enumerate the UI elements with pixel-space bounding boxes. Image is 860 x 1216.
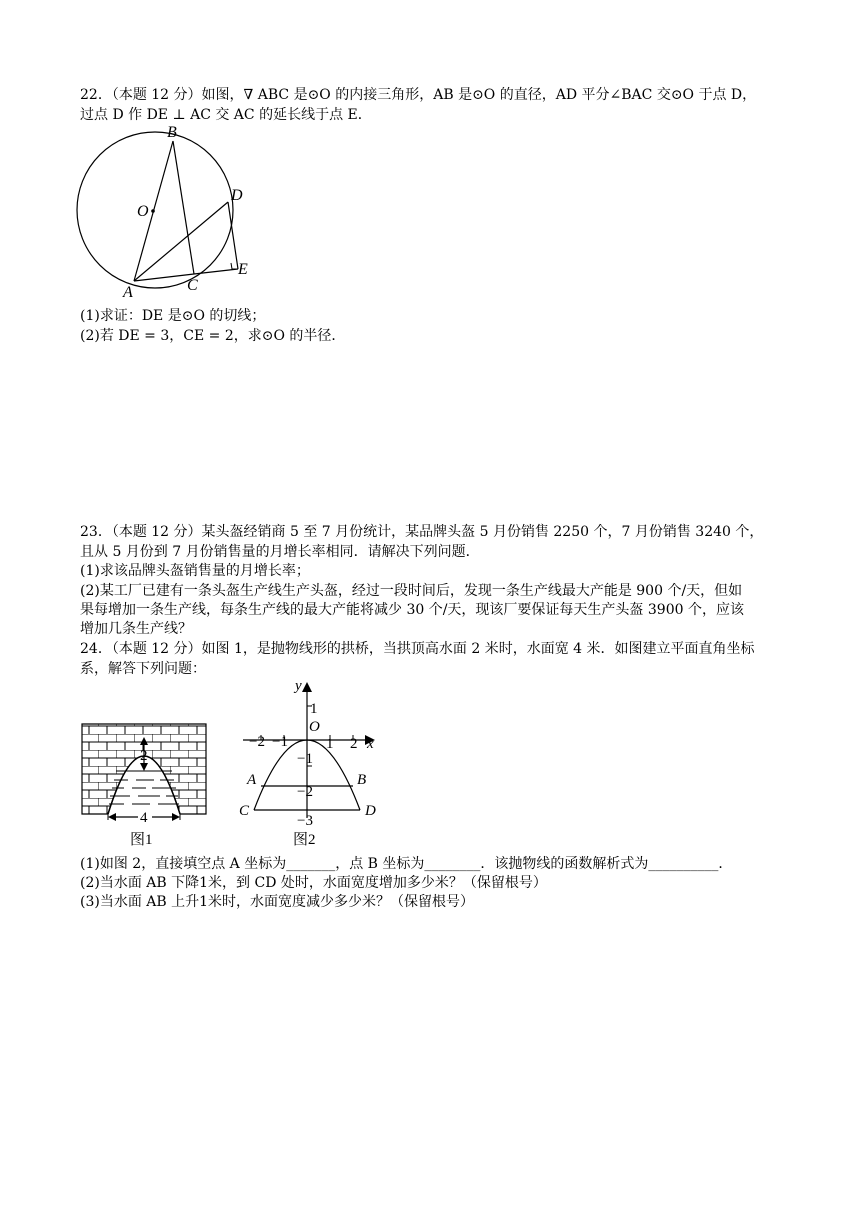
center-point-o (151, 209, 155, 213)
segment-ce (194, 269, 238, 274)
x-tick-2: 2 (350, 736, 358, 752)
q23-part-2-line-2: 果每增加一条生产线，每条生产线的最大产能将减少 30 个/天，现该厂要保证每天生产头盔 3900 个，应该 (80, 602, 744, 618)
q24-stem-line-1: 24．（本题 12 分）如图 1，是抛物线形的拱桥，当拱顶高水面 2 米时，水面宽 4 米．如图建立平面直角坐标 (80, 641, 755, 657)
x-tick-1: 1 (326, 736, 334, 752)
q23-part-1: (1)求该品牌头盔销售量的月增长率； (80, 563, 310, 579)
height-label: 2 (140, 748, 148, 764)
q22-circle-figure (75, 124, 275, 301)
segment-ac (134, 274, 194, 281)
point-a-label: A (247, 772, 257, 788)
circle-o (77, 132, 233, 288)
q24-part-2: (2)当水面 AB 下降1米，到 CD 处时，水面宽度增加多少米？（保留根号） (80, 875, 547, 891)
y-tick-1: 1 (310, 701, 318, 717)
q22-stem-line-1: 22．（本题 12 分）如图，∇ ABC 是⊙O 的内接三角形，AB 是⊙O 的直径，AD 平分∠BAC 交⊙O 于点 D， (80, 87, 757, 103)
q22-stem-line-2: 过点 D 作 DE ⊥ AC 交 AC 的延长线于点 E． (80, 107, 372, 123)
x-tick-minus-1: −1 (272, 734, 288, 750)
label-e: E (238, 261, 248, 278)
origin-label: O (309, 719, 320, 735)
x-axis-label: x (367, 736, 374, 752)
q24-figure-2-parabola (235, 678, 385, 848)
q24-part-1: (1)如图 2，直接填空点 A 坐标为_______，点 B 坐标为________．该抛物线的函数解析式为__________． (80, 856, 733, 872)
label-b: B (167, 124, 177, 141)
width-label: 4 (140, 810, 148, 826)
x-tick-minus-2: −2 (249, 734, 265, 750)
q23-part-2-line-1: (2)某工厂已建有一条头盔生产线生产头盔，经过一段时间后，发现一条生产线最大产能是 900 个/天，但如 (80, 583, 743, 599)
q23-stem-line-2: 且从 5 月份到 7 月份销售量的月增长率相同．请解决下列问题． (80, 544, 480, 560)
y-axis-label: y (295, 678, 302, 694)
q23-part-2-line-3: 增加几条生产线？ (80, 621, 192, 637)
label-a: A (123, 284, 133, 301)
y-tick-minus-3: −3 (297, 813, 313, 829)
label-o: O (137, 203, 149, 220)
point-d-label: D (365, 803, 376, 819)
figure-2-caption: 图2 (293, 832, 316, 848)
y-tick-minus-2: −2 (297, 784, 313, 800)
label-d: D (231, 187, 243, 204)
point-c-label: C (239, 803, 250, 819)
q24-stem-line-2: 系，解答下列问题： (80, 661, 206, 677)
q22-part-2: (2)若 DE = 3，CE = 2，求⊙O 的半径． (80, 328, 346, 344)
q23-stem-line-1: 23．（本题 12 分）某头盔经销商 5 至 7 月份统计，某品牌头盔 5 月份销售 2250 个，7 月份销售 3240 个， (80, 524, 764, 540)
q24-figure-1-bridge (80, 718, 210, 848)
segment-bc (173, 141, 194, 274)
point-b-label: B (357, 772, 367, 788)
q24-part-3: (3)当水面 AB 上升1米时，水面宽度减少多少米？（保留根号） (80, 894, 475, 910)
label-c: C (187, 277, 198, 294)
q22-part-1: (1)求证：DE 是⊙O 的切线； (80, 308, 266, 324)
figure-1-caption: 图1 (130, 832, 153, 848)
y-tick-minus-1: −1 (297, 751, 313, 767)
